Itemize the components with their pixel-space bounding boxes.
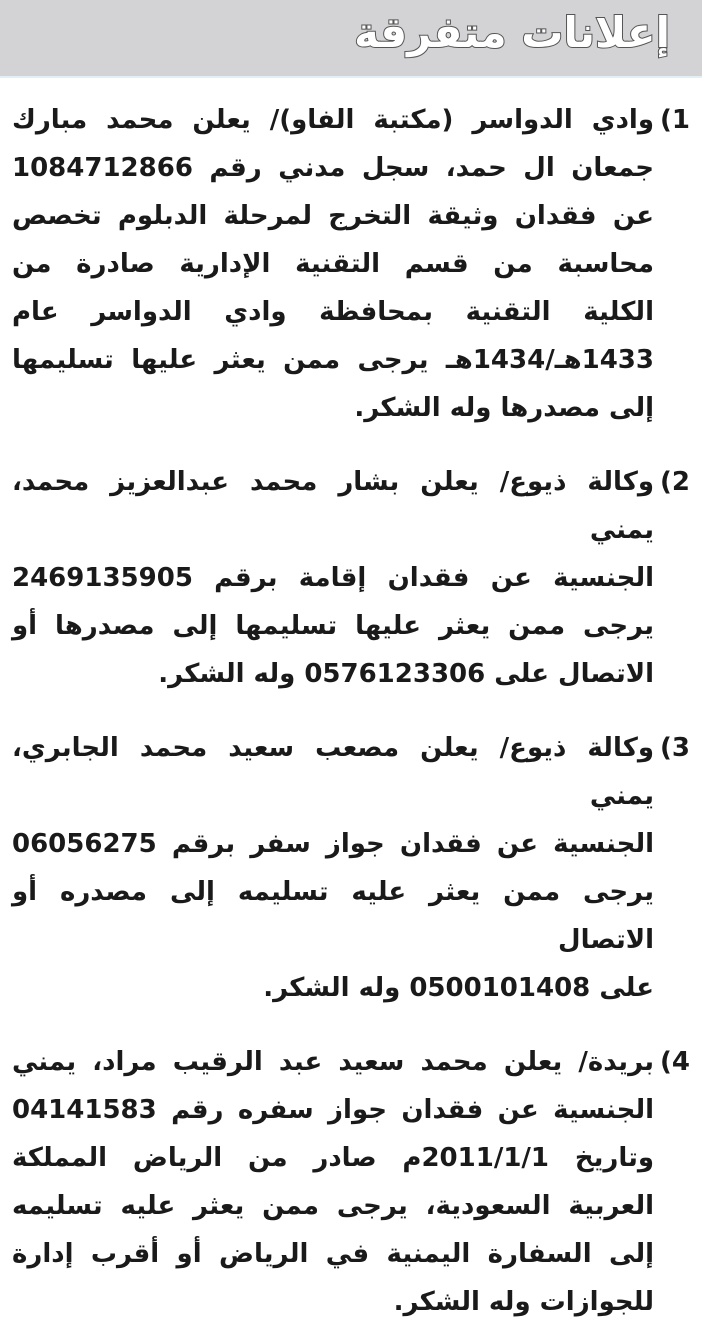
ad-line: جمعان ال حمد، سجل مدني رقم 1084712866 [12,153,654,183]
ad-line: الجنسية عن فقدان جواز سفره رقم 04141583 [12,1095,654,1125]
ad-line: عن فقدان وثيقة التخرج لمرحلة الدبلوم تخصص [12,201,654,231]
ad-line: على 0500101408 وله الشكر. [263,973,654,1003]
ad-line: العربية السعودية، يرجى ممن يعثر عليه تسليمه [12,1191,654,1221]
ad-line: إلى السفارة اليمنية في الرياض أو أقرب إدارة [12,1239,654,1269]
ad-number: 1) [660,105,690,135]
ad-line: الكلية التقنية بمحافظة وادي الدواسر عام [12,297,654,327]
classified-ad-3 [12,724,690,1012]
ad-line: إلى مصدرها وله الشكر. [354,393,654,423]
ad-line: الجنسية عن فقدان إقامة برقم 2469135905 [12,563,654,593]
classified-ad-2 [12,458,690,698]
ad-line: يرجى ممن يعثر عليه تسليمه إلى مصدره أو الاتصال [12,877,654,955]
ad-number: 3) [660,733,690,763]
ad-line: وكالة ذيوع/ يعلن مصعب سعيد محمد الجابري، يمني [12,733,654,811]
ad-line: وتاريخ 2011/1/1م صادر من الرياض المملكة [12,1143,655,1173]
ad-line: محاسبة من قسم التقنية الإدارية صادرة من [12,249,654,279]
classified-ad-4 [12,1038,690,1326]
ad-number: 4) [660,1047,690,1077]
classified-ad-1 [12,96,690,432]
section-header [0,0,702,78]
ad-line: الاتصال على 0576123306 وله الشكر. [158,659,654,689]
ad-line: بريدة/ يعلن محمد سعيد عبد الرقيب مراد، يمني [12,1047,654,1077]
ad-number: 2) [660,467,690,497]
section-title: إعلانات متفرقة [354,8,670,57]
ad-line: وكالة ذيوع/ يعلن بشار محمد عبدالعزيز محمد، يمني [12,467,654,545]
ad-line: يرجى ممن يعثر عليها تسليمها إلى مصدرها أو [12,611,654,641]
ad-line: 1433هـ/1434هـ يرجى ممن يعثر عليها تسليمها [12,345,654,375]
ad-line: الجنسية عن فقدان جواز سفر برقم 06056275 [12,829,654,859]
ad-line: وادي الدواسر (مكتبة الفاو)/ يعلن محمد مبارك [12,105,654,135]
ad-line: للجوازات وله الشكر. [393,1287,654,1317]
